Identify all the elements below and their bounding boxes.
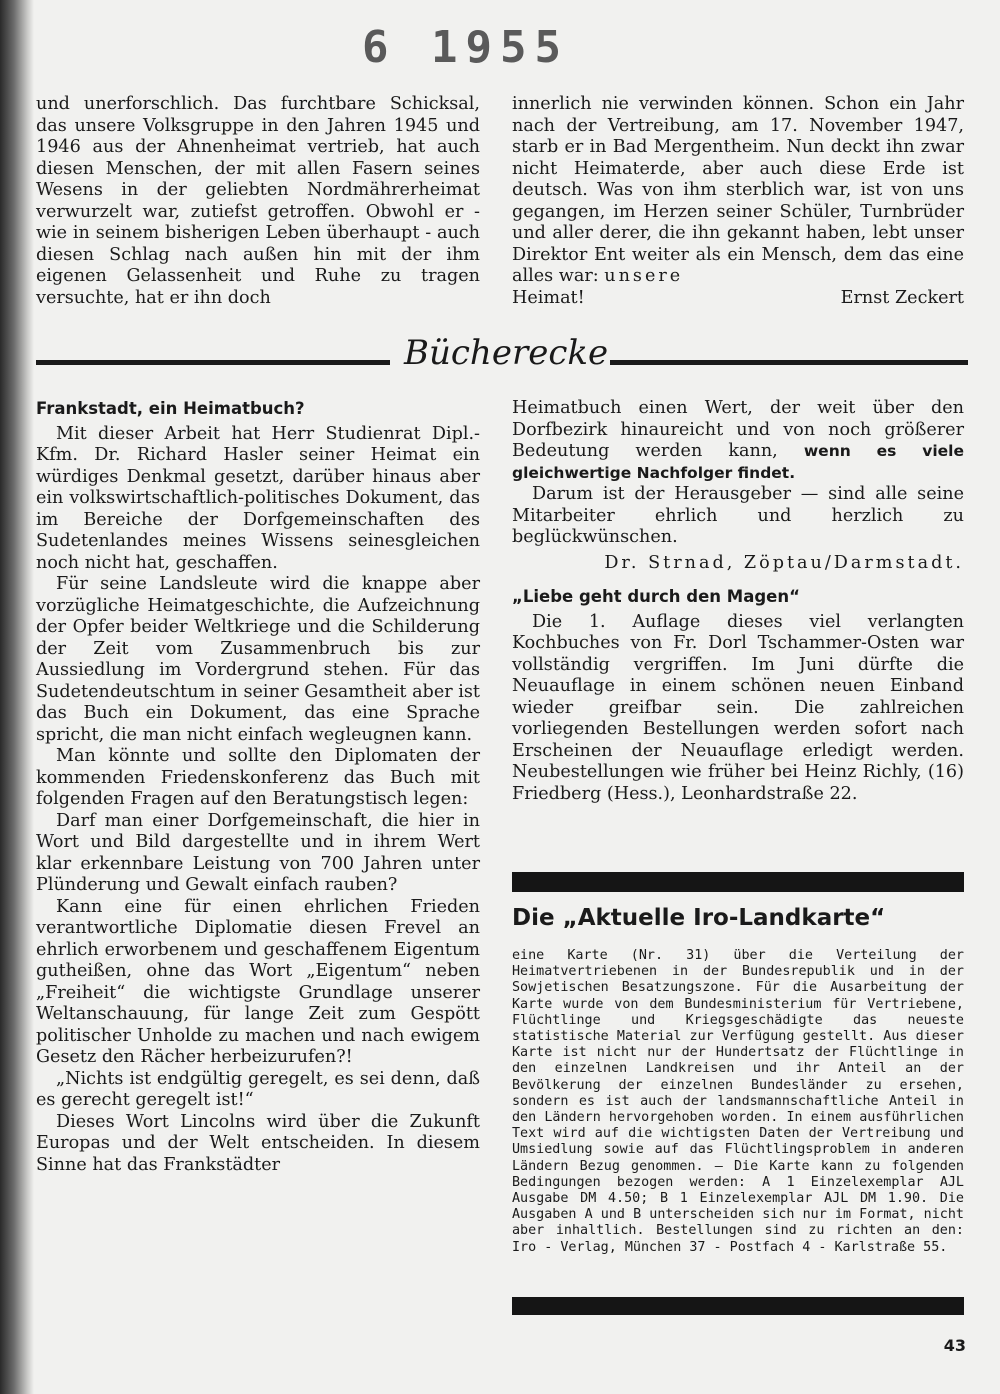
right-column-articles	[512, 398, 964, 805]
top-left-column	[36, 94, 480, 309]
obituary-text-right-body: innerlich nie verwinden können. Schon ein Jahr nach der Vertreibung, am 17. November 1947, starb er in Bad Mergentheim. Nun deckt ihn zwar nicht Heimaterde, aber auch diese Erde ist deutsch. Was von ihm sterblich war, ist von uns gegangen, im Herzen seiner Schüler, Turnbrüder und aller derer, die ihn gekannt haben, lebt unser Direktor Ent weiter als ein Mensch, dem das eine alles war:	[512, 94, 964, 286]
top-right-column	[512, 94, 964, 309]
section-heading	[36, 333, 968, 383]
frankstadt-title: Frankstadt, ein Heimatbuch?	[36, 399, 305, 418]
obituary-text-right	[512, 94, 964, 288]
heading-rule-left	[36, 360, 390, 365]
frankstadt-paragraph-7: Dieses Wort Lincolns wird über die Zukunft Europas und der Welt entscheiden. In diesem Sinne hat das Frankstädter	[36, 1111, 480, 1175]
frankstadt-paragraph-5: Kann eine für einen ehrlichen Frieden verantwortliche Diplomatie diesen Frevel an ehrlich erworbenem und geschaffenem Eigentum gutheißen, ohne das Wort „Eigentum“ neben „Freiheit“ die wichtigste Grundlage unserer Weltanschauung, für lange Zeit zum Gespött politischer Unholde zu machen und nach ewigem Gesetz den Rächer herbeizurufen?!	[36, 896, 480, 1067]
frankstadt-continuation-bold: wenn es viele gleichwertige Nachfolger findet.	[512, 442, 965, 482]
page-binding-shadow	[0, 0, 34, 1394]
obituary-end-word: Heimat!	[512, 287, 585, 308]
obituary-end-line	[512, 288, 964, 310]
frankstadt-article	[36, 398, 480, 1176]
frankstadt-paragraph-3: Man könnte und sollte den Diplomaten der kommenden Friedenskonferenz das Buch mit folgenden Fragen auf den Beratungstisch legen:	[36, 746, 480, 809]
frankstadt-continuation	[512, 398, 964, 484]
page-number: 43	[943, 1336, 966, 1355]
obituary-text-left: und unerforschlich. Das furchtbare Schicksal, das unsere Volksgruppe in den Jahren 1945 und 1946 aus der Ahnenheimat vertrieb, hat auch diesen Menschen, der mit allen Fasern seines Wesens in der geliebten Nordmährerheimat verwurzelt war, zutiefst getroffen. Obwohl er - wie in seinem bisherigen Leben überhaupt - auch diesen Schlag nach außen hin mit der ihm eigenen Gelassenheit und Ruhe zu tragen versuchte, hat er ihn doch	[36, 94, 480, 308]
divider-bar-bottom	[512, 1297, 964, 1315]
iro-text: eine Karte (Nr. 31) über die Verteilung der Heimatvertriebenen in der Bundesrepublik und in der Sowjetischen Besatzungszone. Für die Ausarbeitung der Karte wurde von dem Bundesministerium für Vertriebene, Flüchtlinge und Kriegsgeschädigte das neueste statistische Material zur Verfügung gestellt. Aus dieser Karte ist nicht nur der Hundertsatz der Flüchtlinge in den einzelnen Landkreisen und ihr Anteil an der Bevölkerung der einzelnen Bundesländer zu ersehen, sondern es ist auch der landsmannschaftliche Anteil in den Ländern hervorgehoben worden. In einem ausführlichen Text wird auf die wichtigsten Daten der Vertreibung und Umsiedlung sowie auf das Flüchtlingsproblem in anderen Ländern Bezug genommen. — Die Karte kann zu folgenden Bedingungen bezogen werden: A 1 Einzelexemplar AJL Ausgabe DM 4.50; B 1 Einzelexemplar AJL DM 1.90. Die Ausgaben A und B unterscheiden sich nur im Format, nicht aber inhaltlich. Bestellungen sind zu richten an den: Iro - Verlag, München 37 - Postfach 4 - Karlstraße 55.	[512, 948, 964, 1255]
obituary-emphasis: unsere	[604, 266, 684, 286]
divider-bar-top	[512, 872, 964, 892]
liebe-text: Die 1. Auflage dieses viel verlangten Kochbuches von Fr. Dorl Tschammer-Osten war vollständig vergriffen. Im Juni dürfte die Neuauflage in einem schönen neuen Einband wieder greifbar sein. Die zahlreichen vorliegenden Bestellungen werden sofort nach Erscheinen der Neuauflage erledigt werden. Neubestellungen wie früher bei Heinz Richly, (16) Friedberg (Hess.), Leonhardstraße 22.	[512, 611, 964, 804]
spacer	[512, 574, 964, 586]
frankstadt-signature: Dr. Strnad, Zöptau/Darmstadt.	[604, 552, 964, 573]
iro-article	[512, 948, 964, 1256]
obituary-signature: Ernst Zeckert	[840, 287, 964, 308]
frankstadt-paragraph-1: Mit dieser Arbeit hat Herr Studienrat Dipl.-Kfm. Dr. Richard Hasler seiner Heimat ein würdiges Denkmal gesetzt, darüber hinaus aber ein volkswirtschaftlich-politisches Dokument, das im Bereiche der Dorfgemeinschaften des Sudetenlandes meines Wissens seinesgleichen noch nicht hat, geschaffen.	[36, 423, 480, 573]
issue-stamp: 6 1955	[362, 22, 569, 73]
liebe-title: „Liebe geht durch den Magen“	[512, 587, 800, 606]
iro-title: Die „Aktuelle Iro-Landkarte“	[512, 905, 886, 931]
frankstadt-paragraph-2: Für seine Landsleute wird die knappe aber vorzügliche Heimatgeschichte, die Aufzeichnung der Opfer beider Weltkriege und die Schilderung der Zeit vom Zusammenbruch bis zur Aussiedlung im Vordergrund stehen. Für das Sudetendeutschtum in seiner Gesamtheit aber ist das Buch ein Dokument, das eine Sprache spricht, die man nicht einfach wegleugnen kann.	[36, 574, 480, 745]
section-title: Bücherecke	[404, 333, 609, 373]
frankstadt-continuation-text: Heimatbuch einen Wert, der weit über den Dorfbezirk hinaureicht und von noch größerer Bedeutung werden kann,	[512, 398, 964, 461]
frankstadt-paragraph-6: „Nichts ist endgültig geregelt, es sei denn, daß es gerecht geregelt ist!“	[36, 1068, 480, 1110]
frankstadt-paragraph-8: Darum ist der Herausgeber — sind alle seine Mitarbeiter ehrlich und herzlich zu beglückwünschen.	[512, 484, 964, 547]
heading-rule-right	[610, 360, 968, 365]
frankstadt-paragraph-4: Darf man einer Dorfgemeinschaft, die hier in Wort und Bild dargestellte und in ihrem Wert klar erkennbare Leistung von 700 Jahren unter Plünderung und Gewalt einfach rauben?	[36, 810, 480, 895]
